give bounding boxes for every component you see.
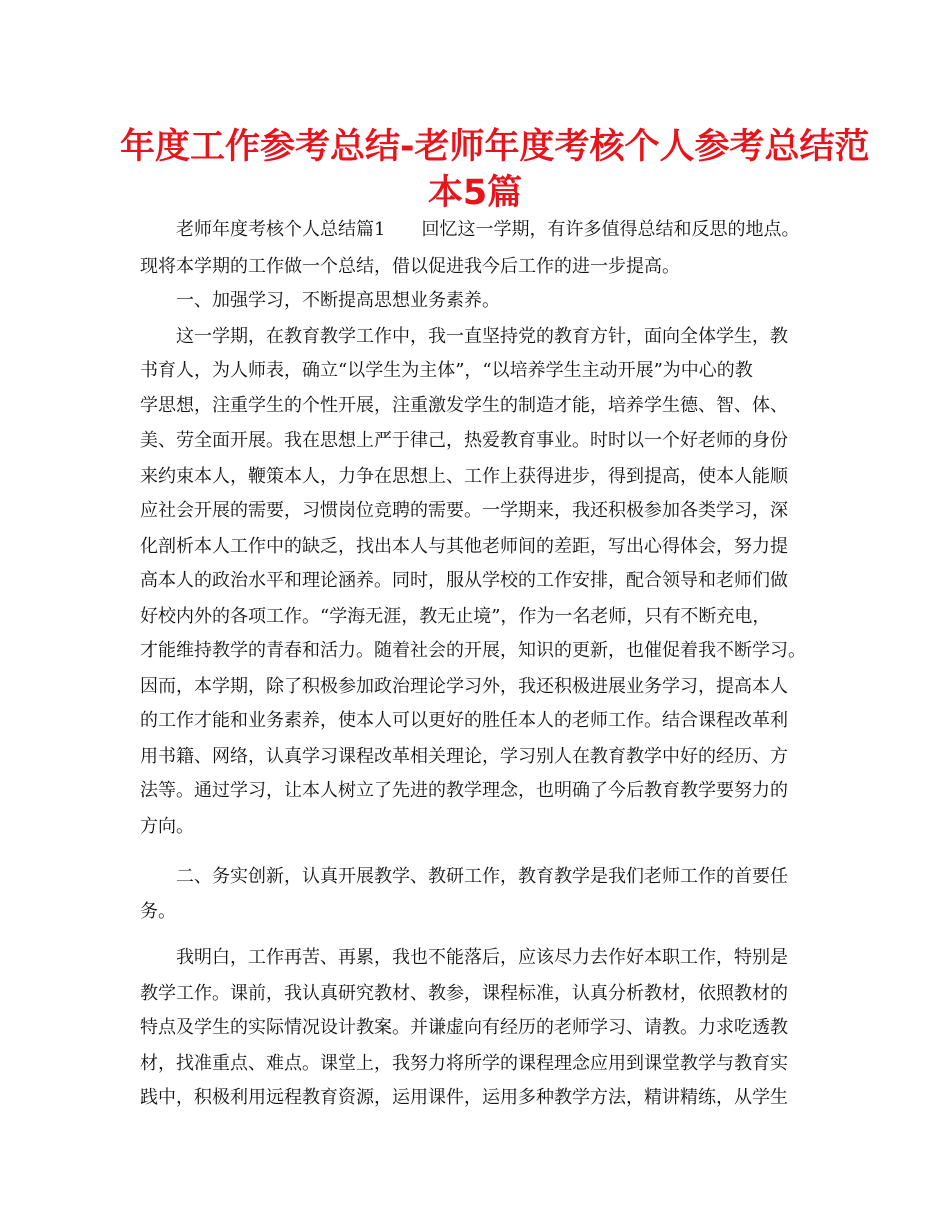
body-line: 材，找准重点、难点。课堂上，我努力将所学的课程理念应用到课堂教学与教育实 (140, 1053, 788, 1074)
body-line: 才能维持教学的青春和活力。随着社会的开展，知识的更新，也催促着我不断学习。 (140, 640, 806, 661)
document-title-line-1: 年度工作参考总结-老师年度考核个人参考总结范 (120, 127, 870, 167)
document-title-line-2: 本5篇 (427, 173, 523, 213)
body-line: 特点及学生的实际情况设计教案。并谦虚向有经历的老师学习、请教。力求吃透教 (140, 1017, 788, 1038)
body-line: 美、劳全面开展。我在思想上严于律己，热爱教育事业。时时以一个好老师的身份 (140, 430, 788, 451)
body-line: 的工作才能和业务素养，使本人可以更好的胜任本人的老师工作。结合课程改革利 (140, 710, 788, 731)
body-line: 务。 (140, 901, 176, 922)
body-line: 高本人的政治水平和理论涵养。同时，服从学校的工作安排，配合领导和老师们做 (140, 570, 788, 591)
body-line: 化剖析本人工作中的缺乏，找出本人与其他老师间的差距，写出心得体会，努力提 (140, 536, 788, 557)
body-line: 教学工作。课前，我认真研究教材、教参，课程标准，认真分析教材，依照教材的 (140, 983, 788, 1004)
body-line: 来约束本人，鞭策本人，力争在思想上、工作上获得进步，得到提高，使本人能顺 (140, 466, 788, 487)
body-line: 书育人，为人师表，确立“以学生为主体”，“以培养学生主动开展”为中心的教 (140, 360, 753, 381)
body-line: 践中，积极利用远程教育资源，运用课件，运用多种教学方法，精讲精练，从学生 (140, 1087, 788, 1108)
body-line: 用书籍、网络，认真学习课程改革相关理论，学习别人在教育教学中好的经历、方 (140, 746, 788, 767)
body-line: 这一学期，在教育教学工作中，我一直坚持党的教育方针，面向全体学生，教 (176, 326, 788, 347)
body-line: 因而，本学期，除了积极参加政治理论学习外，我还积极进展业务学习，提高本人 (140, 676, 788, 697)
body-line: 好校内外的各项工作。“学海无涯，教无止境”，作为一名老师，只有不断充电， (140, 606, 771, 627)
body-line: 现将本学期的工作做一个总结，借以促进我今后工作的进一步提高。 (140, 256, 680, 277)
body-line: 学思想，注重学生的个性开展，注重激发学生的制造才能，培养学生德、智、体、 (140, 395, 788, 416)
section-heading-2: 二、务实创新，认真开展教学、教研工作，教育教学是我们老师工作的首要任 (176, 866, 788, 887)
body-line: 法等。通过学习，让本人树立了先进的教学理念，也明确了今后教育教学要努力的 (140, 780, 788, 801)
body-line: 我明白，工作再苦、再累，我也不能落后，应该尽力去作好本职工作，特别是 (176, 947, 788, 968)
section-heading-1: 一、加强学习，不断提高思想业务素养。 (176, 290, 500, 311)
body-line: 方向。 (140, 816, 194, 837)
body-line: 老师年度考核个人总结篇1 回忆这一学期，有许多值得总结和反思的地点。 (176, 219, 800, 240)
body-line: 应社会开展的需要，习惯岗位竞聘的需要。一学期来，我还积极参加各类学习，深 (140, 500, 788, 521)
